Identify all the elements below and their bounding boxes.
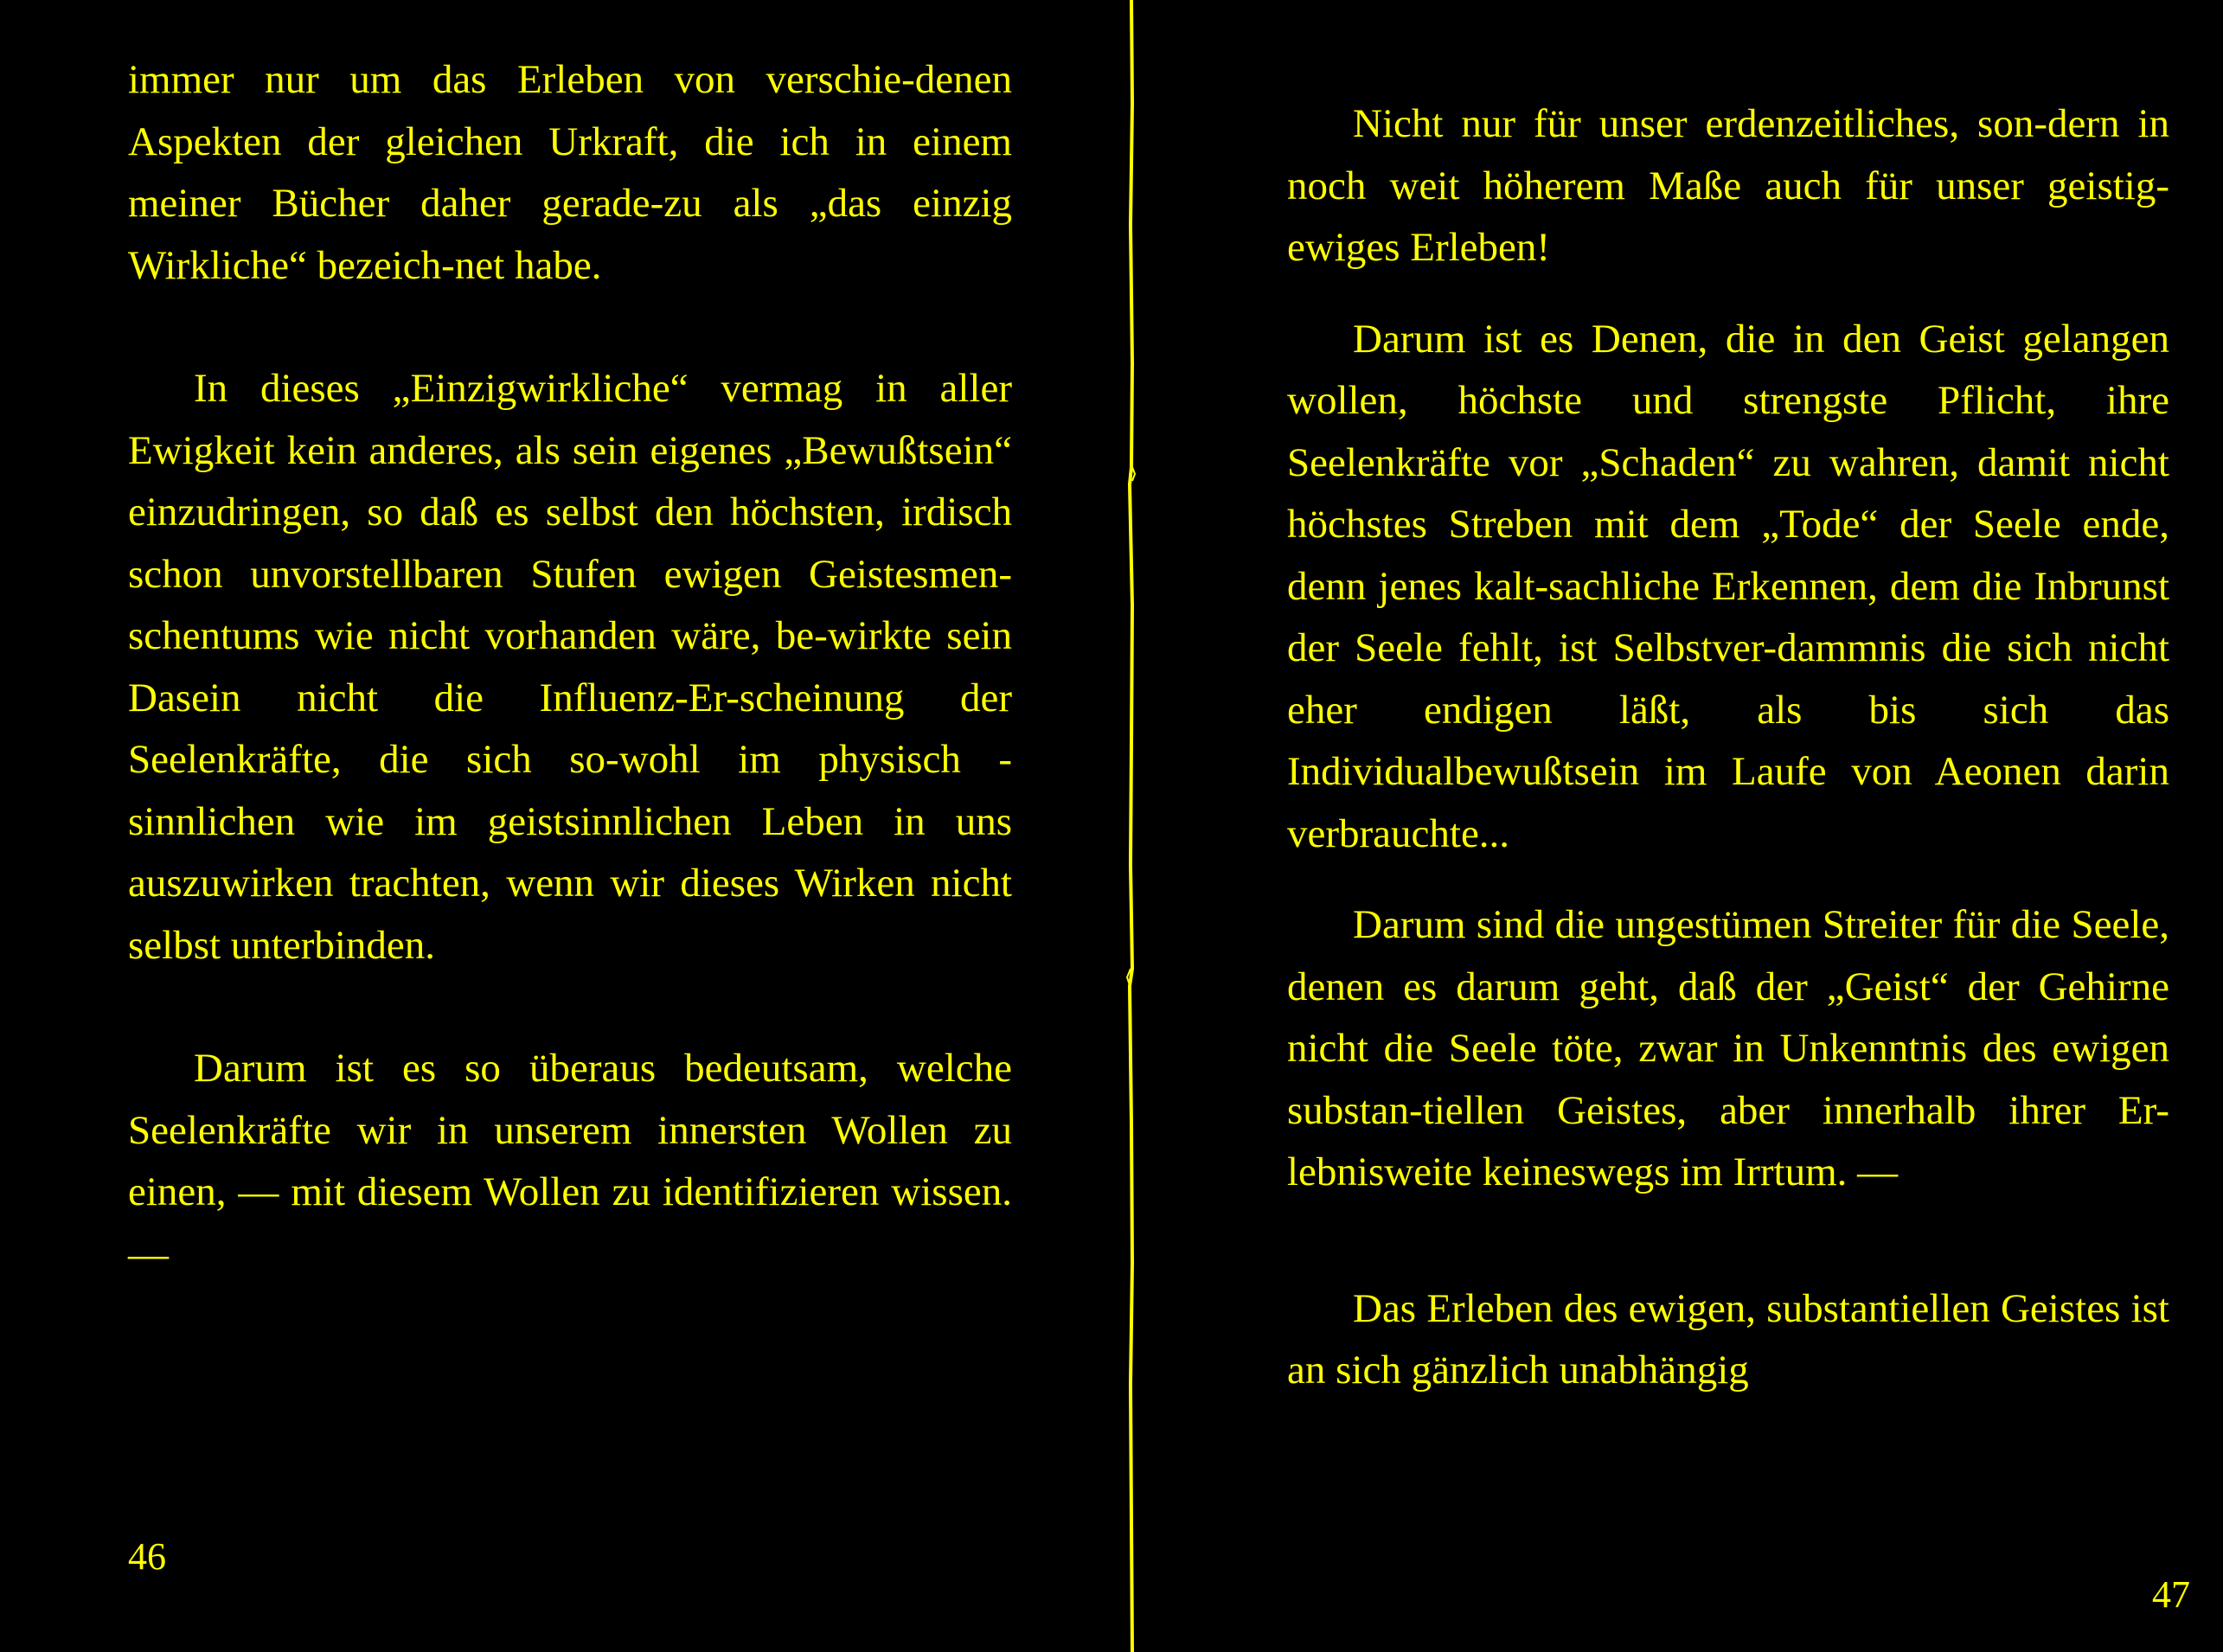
right-page <box>1146 0 2223 1652</box>
paragraph: Nicht nur für unser erdenzeitliches, son-dern in noch weit höherem Maße auch für unser geistig-ewiges Erleben! <box>1287 101 2169 270</box>
left-page-text <box>128 49 1012 1285</box>
paragraph: Darum ist es Denen, die in den Geist gelangen wollen, höchste und strengste Pflicht, ihre Seelenkräfte vor „Schaden“ zu wahren, damit nicht höchstes Streben mit dem „Tode“ der Seele ende, denn jenes kalt-sachliche Erkennen, dem die Inbrunst der Seele fehlt, ist Selbstver-dammnis die sich nicht eher endigen läßt, als bis sich das Individualbewußtsein im Laufe von Aeonen darin verbrauchte... <box>1287 316 2169 856</box>
page-number: 47 <box>2152 1573 2190 1616</box>
paragraph: immer nur um das Erleben von verschie-denen Aspekten der gleichen Urkraft, die ich in einem meiner Bücher daher gerade-zu als „das einzig Wirkliche“ bezeich-net habe. <box>128 57 1012 288</box>
paragraph: Darum sind die ungestümen Streiter für die Seele, denen es darum geht, daß der „Geist“ der Gehirne nicht die Seele töte, zwar in Unkenntnis des ewigen substan-tiellen Geistes, aber innerhalb ihrer Er-lebnisweite keineswegs im Irrtum. — <box>1287 902 2169 1194</box>
book-gutter <box>1124 0 1138 1652</box>
right-page-text <box>1287 93 2169 1402</box>
paragraph: In dieses „Einzigwirkliche“ vermag in aller Ewigkeit kein anderes, als sein eigenes „Bewußtsein“ einzudringen, so daß es selbst den höchsten, irdisch schon unvorstellbaren Stufen ewigen Geistesmen-schentums wie nicht vorhanden wäre, be-wirkte sein Dasein nicht die Influenz-Er-scheinung der Seelenkräfte, die sich so-wohl im physisch - sinnlichen wie im geistsinnlichen Leben in uns auszuwirken trachten, wenn wir dieses Wirken nicht selbst unterbinden. <box>128 366 1012 968</box>
paragraph-with-dropcap: Das Erleben des ewigen, substantiellen Geistes ist an sich gänzlich unabhängig <box>1287 1285 2169 1393</box>
page-number: 46 <box>128 1535 166 1578</box>
paragraph: Darum ist es so überaus bedeutsam, welche Seelenkräfte wir in unserem innersten Wollen zu einen, — mit diesem Wollen zu identifizieren wissen. — <box>128 1046 1012 1277</box>
